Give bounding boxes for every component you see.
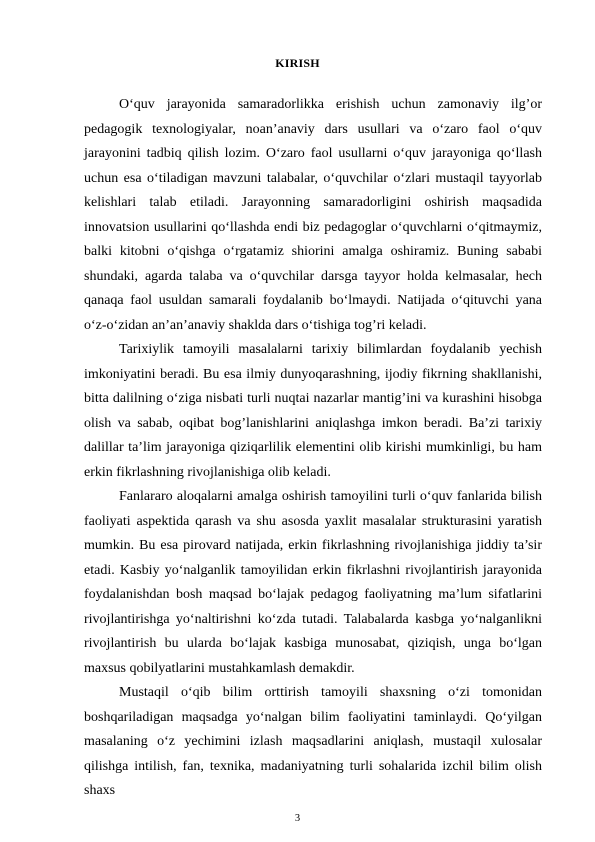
page-number: 3 xyxy=(294,813,301,824)
paragraph-3: Fanlararo aloqalarni amalga oshirish tamoyilini turli o‘quv fanlarida bilish faoliyati aspektida qarash va shu asosda yaxlit masalalar strukturasini yaratish mumkin. Bu esa pirovard natijada, erkin fikrlashning rivojlanishiga jiddiy ta’sir etadi. Kasbiy yo‘nalganlik tamoyilidan erkin fikrlashni rivojlantirish jarayonida foydalanishdan bosh maqsad bo‘lajak pedagog faoliyatning ma’lum sifatlarini rivojlantirishga yo‘naltirishni ko‘zda tutadi. Talabalarda kasbga yo‘nalganlikni rivojlantirish bu ularda bo‘lajak kasbiga munosabat, qiziqish, unga bo‘lgan maxsus qobilyatlarini mustahkamlash demakdir. xyxy=(84,489,542,676)
paragraph-1: O‘quv jarayonida samaradorlikka erishish uchun zamonaviy ilg’or pedagogik texnologiyalar, noan’anaviy dars usullari va o‘zaro faol o‘quv jarayonini tadbiq qilish lozim. O‘zaro faol usullarni o‘quv jarayoniga qo‘llash uchun esa o‘tiladigan mavzuni talabalar, o‘quvchilar o‘zlari mustaqil tayyorlab kelishlari talab etiladi. Jarayonning samaradorligini oshirish maqsadida innovatsion usullarini qo‘llashda endi biz pedagoglar o‘quvchlarni o‘qitmaymiz, balki kitobni o‘qishga o‘rgatamiz shiorini amalga oshiramiz. Buning sababi shundaki, agarda talaba va o‘quvchilar darsga tayyor holda kelmasalar, hech qanaqa faol usuldan samarali foydalanib bo‘lmaydi. Natijada o‘qituvchi yana o‘z-o‘zidan an’an’anaviy shaklda dars o‘tishiga tog’ri keladi. xyxy=(84,97,542,333)
body-text xyxy=(84,93,542,804)
page-heading: KIRISH xyxy=(275,56,320,70)
paragraph-2: Tarixiylik tamoyili masalalarni tarixiy bilimlardan foydalanib yechish imkoniyatini beradi. Bu esa ilmiy dunyoqarashning, ijodiy fikrning shakllanishi, bitta dalilning o‘ziga nisbati turli nuqtai nazarlar mantig’ini va kurashini hisobga olish va sabab, oqibat bog’lanishlarini aniqlashga imkon beradi. Ba’zi tarixiy dalillar ta’lim jarayoniga qiziqarlilik elementini olib kirishi mumkinligi, bu ham erkin fikrlashning rivojlanishiga olib keladi. xyxy=(84,342,542,480)
paragraph-4: Mustaqil o‘qib bilim orttirish tamoyili shaxsning o‘zi tomonidan boshqariladigan maqsadga yo‘nalgan bilim faoliyatini taminlaydi. Qo‘yilgan masalaning o‘z yechimini izlash maqsadlarini aniqlash, mustaqil xulosalar qilishga intilish, fan, texnika, madaniyatning turli sohalarida izchil bilim olish shaxs xyxy=(84,685,542,798)
